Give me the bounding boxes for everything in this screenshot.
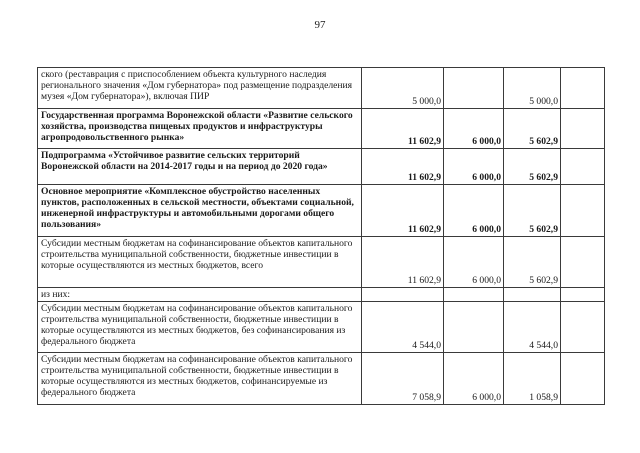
- total-cell: 11 602,9: [362, 185, 444, 237]
- table-row: [38, 109, 605, 149]
- page-number: 97: [314, 19, 326, 31]
- extra-cell: [561, 185, 605, 237]
- row-description: Государственная программа Воронежской области «Развитие сельского хозяйства, производства пищевых продуктов и инфраструктуры агропродовольственного рынка»: [38, 109, 362, 149]
- regional-cell: 5 602,9: [504, 149, 561, 185]
- total-cell: 11 602,9: [362, 109, 444, 149]
- regional-cell: 5 602,9: [504, 237, 561, 288]
- extra-cell: [561, 149, 605, 185]
- extra-cell: [561, 353, 605, 405]
- regional-cell: 5 602,9: [504, 185, 561, 237]
- total-cell: 11 602,9: [362, 149, 444, 185]
- table-row: [38, 237, 605, 288]
- federal-cell: 6 000,0: [444, 109, 504, 149]
- row-description: Подпрограмма «Устойчивое развитие сельских территорий Воронежской области на 2014-2017 годы и на период до 2020 года»: [38, 149, 362, 185]
- table-row: [38, 302, 605, 353]
- federal-cell: 6 000,0: [444, 237, 504, 288]
- table-row: [38, 353, 605, 405]
- row-description: Субсидии местным бюджетам на софинансирование объектов капитального строительства муниципальной собственности, бюджетные инвестиции в которые осуществляются из местных бюджетов, всего: [38, 237, 362, 288]
- extra-cell: [561, 302, 605, 353]
- regional-cell: 1 058,9: [504, 353, 561, 405]
- table-row: [38, 149, 605, 185]
- federal-cell: 6 000,0: [444, 353, 504, 405]
- total-cell: 4 544,0: [362, 302, 444, 353]
- total-cell: 7 058,9: [362, 353, 444, 405]
- extra-cell: [561, 68, 605, 109]
- row-description: Субсидии местным бюджетам на софинансирование объектов капитального строительства муниципальной собственности, бюджетные инвестиции в которые осуществляются из местных бюджетов, софинансируемые из федерального бюджета: [38, 353, 362, 405]
- extra-cell: [561, 288, 605, 302]
- total-cell: 11 602,9: [362, 237, 444, 288]
- table-row: [38, 288, 605, 302]
- federal-cell: [444, 68, 504, 109]
- budget-table: [37, 67, 605, 405]
- total-cell: 5 000,0: [362, 68, 444, 109]
- row-description: из них:: [38, 288, 362, 302]
- table-row: [38, 185, 605, 237]
- regional-cell: 4 544,0: [504, 302, 561, 353]
- row-description: ского (реставрация с приспособлением объекта культурного наследия регионального значения «Дом губернатора» под размещение подразделения музея «Дом губернатора»), включая ПИР: [38, 68, 362, 109]
- federal-cell: [444, 288, 504, 302]
- federal-cell: [444, 302, 504, 353]
- regional-cell: 5 602,9: [504, 109, 561, 149]
- extra-cell: [561, 109, 605, 149]
- federal-cell: 6 000,0: [444, 185, 504, 237]
- row-description: Основное мероприятие «Комплексное обустройство населенных пунктов, расположенных в сельской местности, объектами социальной, инженерной инфраструктуры и автомобильными дорогами общего пользования»: [38, 185, 362, 237]
- row-description: Субсидии местным бюджетам на софинансирование объектов капитального строительства муниципальной собственности, бюджетные инвестиции в которые осуществляются из местных бюджетов, без софинансирования из федерального бюджета: [38, 302, 362, 353]
- regional-cell: [504, 288, 561, 302]
- federal-cell: 6 000,0: [444, 149, 504, 185]
- extra-cell: [561, 237, 605, 288]
- table-row: [38, 68, 605, 109]
- regional-cell: 5 000,0: [504, 68, 561, 109]
- total-cell: [362, 288, 444, 302]
